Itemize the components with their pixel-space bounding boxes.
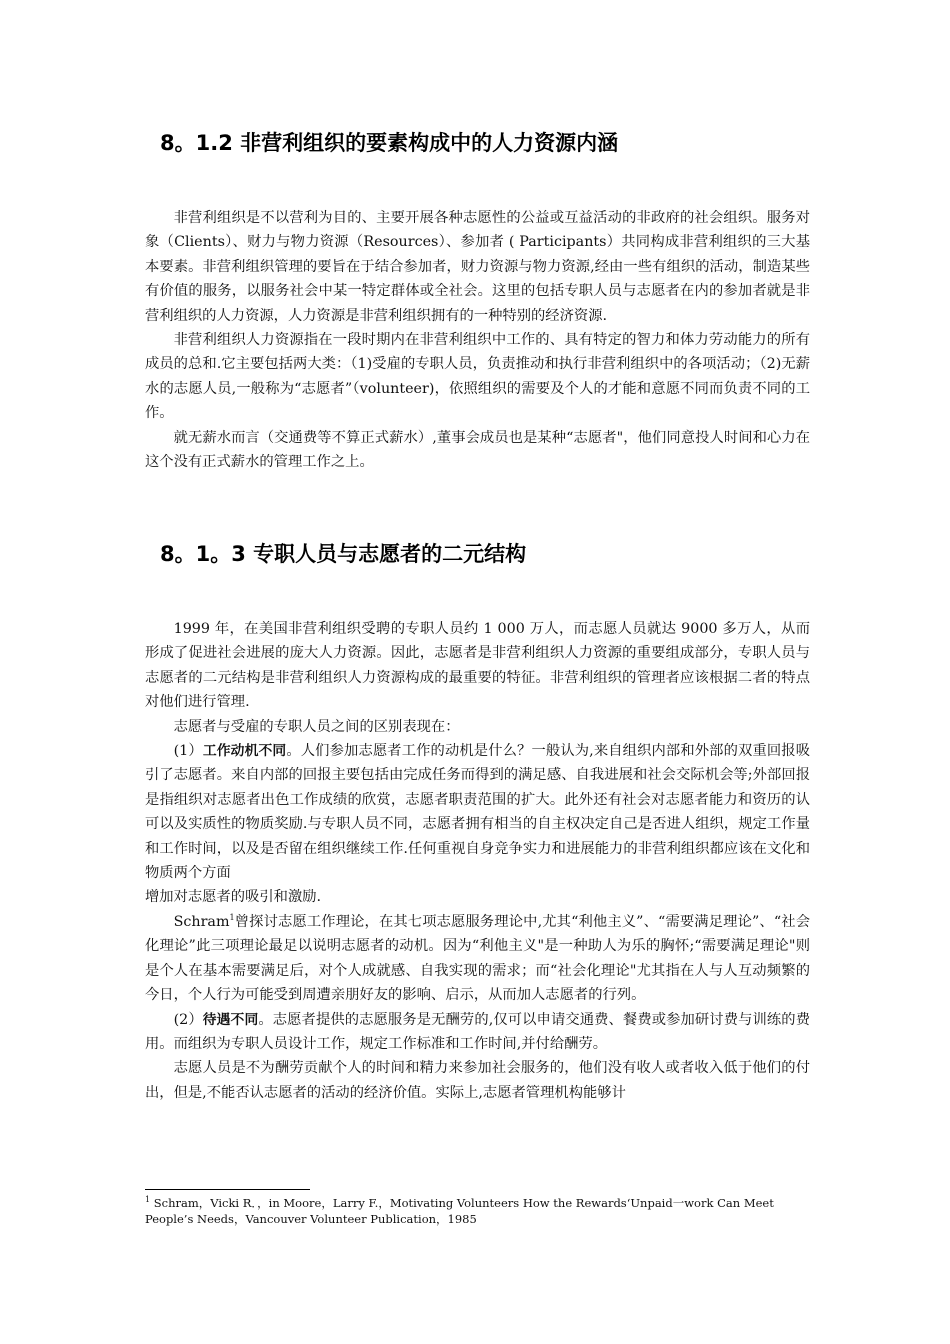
paragraph-text: 。志愿者提供的志愿服务是无酬劳的,仅可以申请交通费、餐费或参加研讨费与训练的费用。而组织为专职人员设计工作，规定工作标准和工作时间,并付给酬劳。 <box>145 1011 810 1052</box>
paragraph-schram <box>145 910 810 1008</box>
paragraph: 志愿人员是不为酬劳贡献个人的时间和精力来参加社会服务的，他们没有收人或者收入低于他们的付出，但是,不能否认志愿者的活动的经济价值。实际上,志愿者管理机构能够计 <box>145 1060 810 1101</box>
paragraph-text: 。人们参加志愿者工作的动机是什么？一般认为,来自组织内部和外部的双重回报吸引了志愿者。来自内部的回报主要包括由完成任务而得到的满足感、自我进展和社会交际机会等;外部回报是指组织对志愿者出色工作成绩的欣赏，志愿者职责范围的扩大。此外还有社会对志愿者能力和资历的认可以及实质性的物质奖励.与专职人员不同，志愿者拥有相当的自主权决定自己是否进人组织，规定工作量和工作时间，以及是否留在组织继续工作.任何重视自身竞争实力和进展能力的非营利组织都应该在文化和物质两个方面 <box>145 743 810 882</box>
footnote <box>145 1195 805 1227</box>
paragraph: 1999 年，在美国非营利组织受聘的专职人员约 1 000 万人，而志愿人员就达 9000 多万人，从而形成了促进社会进展的庞大人力资源。因此，志愿者是非营利组织人力资源的重要组成部分，专职人员与志愿者的二元结构是非营利组织人力资源构成的最重要的特征。非营利组织的管理者应该根据二者的特点对他们进行管理. <box>145 621 810 711</box>
paragraph-pay <box>145 1008 810 1057</box>
section-heading-8-1-3: 8。1。3 专职人员与志愿者的二元结构 <box>160 542 527 566</box>
author-name: Schram <box>173 913 230 930</box>
item-number: (2） <box>173 1011 203 1028</box>
paragraph: 非营利组织是不以营利为目的、主要开展各种志愿性的公益或互益活动的非政府的社会组织。服务对象（Clients）、财力与物力资源（Resources）、参加者 ( Participants）共同构成非营利组织的三大基本要素。非营利组织管理的要旨在于结合参加者，财力资源与物力资源,经由一些有组织的活动，制造某些有价值的服务，以服务社会中某一特定群体或全社会。这里的包括专职人员与志愿者在内的参加者就是非营利组织的人力资源，人力资源是非营利组织拥有的一种特别的经济资源. <box>145 210 810 324</box>
section-1-body <box>145 206 810 474</box>
footnote-divider <box>145 1189 310 1190</box>
paragraph: 增加对志愿者的吸引和激励. <box>145 889 322 906</box>
paragraph-motivation <box>145 739 810 885</box>
section-heading-8-1-2: 8。1.2 非营利组织的要素构成中的人力资源内涵 <box>160 131 619 155</box>
item-number: (1） <box>173 743 203 760</box>
paragraph: 非营利组织人力资源指在一段时期内在非营利组织中工作的、具有特定的智力和体力劳动能力的所有成员的总和.它主要包括两大类：（1)受雇的专职人员，负责推动和执行非营利组织中的各项活动；（2)无薪水的志愿人员,一般称为“志愿者”（volunteer)，依照组织的需要及个人的才能和意愿不同而负责不同的工作。 <box>145 332 810 422</box>
footnote-marker: 1 <box>145 1195 151 1205</box>
section-2-body <box>145 617 810 1105</box>
paragraph: 就无薪水而言（交通费等不算正式薪水）,董事会成员也是某种“志愿者"，他们同意投人时间和心力在这个没有正式薪水的管理工作之上。 <box>145 429 810 471</box>
paragraph-text: 曾探讨志愿工作理论，在其七项志愿服务理论中,尤其“利他主义”、“需要满足理论”、“社会化理论”此三项理论最足以说明志愿者的动机。因为“利他主义"是一种助人为乐的胸怀;“需要满足理论"则是个人在基本需要满足后，对个人成就感、自我实现的需求；而“社会化理论"尤其指在人与人互动频繁的今日，个人行为可能受到周遭亲朋好友的影响、启示，从而加人志愿者的行列。 <box>145 913 810 1004</box>
footnote-ref[interactable]: 1 <box>229 913 235 923</box>
bold-term: 工作动机不同 <box>202 743 287 760</box>
footnote-text: Schram，Vicki R．，in Moore，Larry F.，Motivating Volunteers How the Rewards‘Unpaid一work Can Meet People’s Needs，Vancouver Volunteer Publication，1985 <box>145 1196 774 1226</box>
paragraph: 志愿者与受雇的专职人员之间的区别表现在： <box>173 718 460 735</box>
bold-term: 待遇不同 <box>202 1011 259 1028</box>
